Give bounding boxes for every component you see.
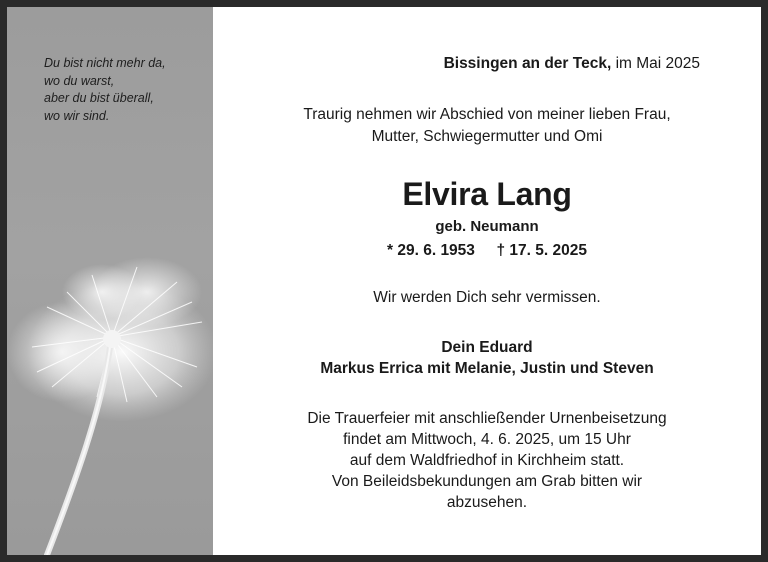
funeral-line: auf dem Waldfriedhof in Kirchheim statt. (349, 452, 625, 469)
funeral-line: Von Beileidsbekundungen am Grab bitten wir (331, 473, 643, 490)
poem-line: aber du bist überall, (44, 91, 154, 105)
intro-line: Mutter, Schwiegermutter und Omi (371, 128, 603, 145)
mourner-line: Dein Eduard (441, 339, 533, 356)
death-date: † 17. 5. 2025 (496, 242, 587, 259)
poem (44, 55, 213, 125)
farewell-message: Wir werden Dich sehr vermissen. (373, 289, 601, 306)
deceased-name: Elvira Lang (402, 176, 572, 212)
poem-line: wo wir sind. (44, 108, 110, 123)
poem-line: Du bist nicht mehr da, (44, 56, 166, 70)
place-date-line (444, 55, 700, 73)
intro-line: Traurig nehmen wir Abschied von meiner lieben Frau, (303, 106, 671, 123)
intro-text (213, 104, 761, 148)
maiden-name: geb. Neumann (435, 218, 539, 235)
mourners (213, 337, 761, 379)
life-dates (213, 242, 761, 260)
place: Bissingen an der Teck, (443, 55, 612, 72)
poem-line: wo du warst, (44, 73, 115, 88)
funeral-info (213, 408, 761, 513)
funeral-line: findet am Mittwoch, 4. 6. 2025, um 15 Uhr (343, 431, 631, 448)
funeral-line: Die Trauerfeier mit anschließender Urnenbeisetzung (307, 410, 667, 427)
funeral-line: abzusehen. (446, 494, 528, 511)
mourner-line: Markus Errica mit Melanie, Justin und Steven (320, 360, 654, 377)
image-sidebar (7, 7, 213, 555)
birth-date: * 29. 6. 1953 (387, 242, 475, 259)
date: im Mai 2025 (615, 55, 700, 72)
